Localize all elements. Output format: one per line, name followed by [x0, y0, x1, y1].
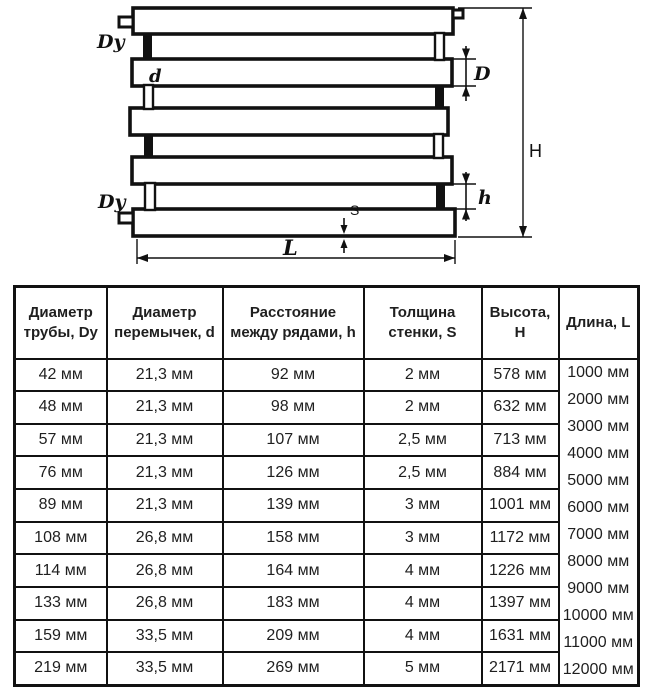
cell-d: 26,8 мм — [107, 522, 223, 555]
column-header-wall-thickness: Толщина стенки, S — [364, 287, 482, 359]
cell-height: 1001 мм — [482, 489, 559, 522]
cell-d: 21,3 мм — [107, 391, 223, 424]
length-value: 12000 мм — [562, 661, 634, 678]
length-value: 11000 мм — [563, 634, 634, 651]
cell-height: 884 мм — [482, 456, 559, 489]
cell-h: 139 мм — [223, 489, 364, 522]
label-outer-diameter: D — [474, 63, 491, 85]
jumper-1-2-right — [435, 33, 444, 60]
label-pipe-diameter-top: Dy — [97, 31, 125, 53]
cell-height: 1397 мм — [482, 587, 559, 620]
cell-h: 98 мм — [223, 391, 364, 424]
length-value: 9000 мм — [567, 580, 630, 597]
pipe-row-1 — [133, 8, 453, 34]
cell-height: 2171 мм — [482, 652, 559, 685]
cell-h: 126 мм — [223, 456, 364, 489]
length-value: 6000 мм — [567, 499, 630, 516]
nub-top-right — [453, 10, 463, 18]
cell-dy: 219 мм — [15, 652, 107, 685]
cell-dy: 57 мм — [15, 424, 107, 457]
cell-s: 4 мм — [364, 587, 482, 620]
label-jumper-diameter: d — [149, 66, 162, 87]
label-height: H — [529, 141, 542, 161]
cell-dy: 76 мм — [15, 456, 107, 489]
pipe-rows — [130, 8, 455, 236]
cell-height: 1172 мм — [482, 522, 559, 555]
table-row — [15, 522, 639, 555]
cell-s: 4 мм — [364, 620, 482, 653]
cell-s: 2,5 мм — [364, 424, 482, 457]
cell-dy: 42 мм — [15, 359, 107, 392]
label-length: L — [283, 235, 298, 260]
cell-d: 21,3 мм — [107, 424, 223, 457]
cell-dy: 159 мм — [15, 620, 107, 653]
pipe-row-3 — [130, 108, 448, 135]
cell-d: 26,8 мм — [107, 587, 223, 620]
jumper-3-4-left — [144, 134, 153, 158]
length-value: 2000 мм — [567, 391, 630, 408]
length-values — [562, 360, 636, 684]
pipe-row-5 — [133, 209, 455, 236]
register-diagram — [0, 0, 647, 272]
cell-s: 2 мм — [364, 359, 482, 392]
table-row — [15, 424, 639, 457]
table-row — [15, 652, 639, 685]
table-row — [15, 456, 639, 489]
length-value: 5000 мм — [567, 472, 630, 489]
column-header-pipe-diameter: Диаметр трубы, Dy — [15, 287, 107, 359]
pipe-row-2 — [132, 59, 452, 86]
jumper-4-5-right — [436, 183, 445, 210]
cell-s: 5 мм — [364, 652, 482, 685]
cell-s: 4 мм — [364, 554, 482, 587]
nub-top-left — [119, 17, 133, 27]
table-row — [15, 489, 639, 522]
cell-d: 33,5 мм — [107, 620, 223, 653]
dimension-H — [458, 8, 532, 237]
column-header-height: Высота, H — [482, 287, 559, 359]
dimension-D — [452, 46, 476, 101]
cell-s: 3 мм — [364, 489, 482, 522]
cell-d: 21,3 мм — [107, 359, 223, 392]
column-header-jumper-diameter: Диаметр перемычек, d — [107, 287, 223, 359]
jumper-3-4-right — [434, 134, 443, 158]
table-row — [15, 359, 639, 392]
label-row-spacing: h — [478, 187, 492, 209]
specs-table — [13, 285, 640, 687]
cell-d: 26,8 мм — [107, 554, 223, 587]
column-header-row-spacing: Расстояние между рядами, h — [223, 287, 364, 359]
jumper-2-3-right — [435, 85, 444, 109]
cell-h: 183 мм — [223, 587, 364, 620]
table-row — [15, 620, 639, 653]
length-value: 8000 мм — [567, 553, 630, 570]
label-wall-thickness: S — [350, 202, 360, 218]
cell-dy: 108 мм — [15, 522, 107, 555]
cell-dy: 48 мм — [15, 391, 107, 424]
label-pipe-diameter-bottom: Dy — [98, 191, 126, 213]
jumper-1-2-left — [143, 33, 152, 60]
cell-d: 33,5 мм — [107, 652, 223, 685]
cell-d: 21,3 мм — [107, 489, 223, 522]
header-row — [15, 287, 639, 359]
pipe-row-4 — [132, 157, 452, 184]
jumper-4-5-left — [145, 183, 155, 210]
cell-s: 3 мм — [364, 522, 482, 555]
cell-d: 21,3 мм — [107, 456, 223, 489]
cell-height: 713 мм — [482, 424, 559, 457]
cell-h: 158 мм — [223, 522, 364, 555]
cell-lengths-merged — [559, 359, 639, 686]
cell-h: 107 мм — [223, 424, 364, 457]
cell-s: 2,5 мм — [364, 456, 482, 489]
cell-h: 269 мм — [223, 652, 364, 685]
cell-height: 578 мм — [482, 359, 559, 392]
table-row — [15, 587, 639, 620]
table-row — [15, 391, 639, 424]
cell-s: 2 мм — [364, 391, 482, 424]
cell-height: 1631 мм — [482, 620, 559, 653]
cell-height: 1226 мм — [482, 554, 559, 587]
length-value: 10000 мм — [562, 607, 634, 624]
length-value: 1000 мм — [567, 364, 630, 381]
cell-dy: 114 мм — [15, 554, 107, 587]
length-value: 4000 мм — [567, 445, 630, 462]
cell-h: 209 мм — [223, 620, 364, 653]
length-value: 7000 мм — [567, 526, 630, 543]
jumper-2-3-left — [144, 85, 153, 109]
column-header-length: Длина, L — [559, 287, 639, 359]
nub-bottom-left — [119, 213, 133, 223]
cell-height: 632 мм — [482, 391, 559, 424]
cell-h: 92 мм — [223, 359, 364, 392]
cell-dy: 89 мм — [15, 489, 107, 522]
length-value: 3000 мм — [567, 418, 630, 435]
table-row — [15, 554, 639, 587]
cell-dy: 133 мм — [15, 587, 107, 620]
cell-h: 164 мм — [223, 554, 364, 587]
